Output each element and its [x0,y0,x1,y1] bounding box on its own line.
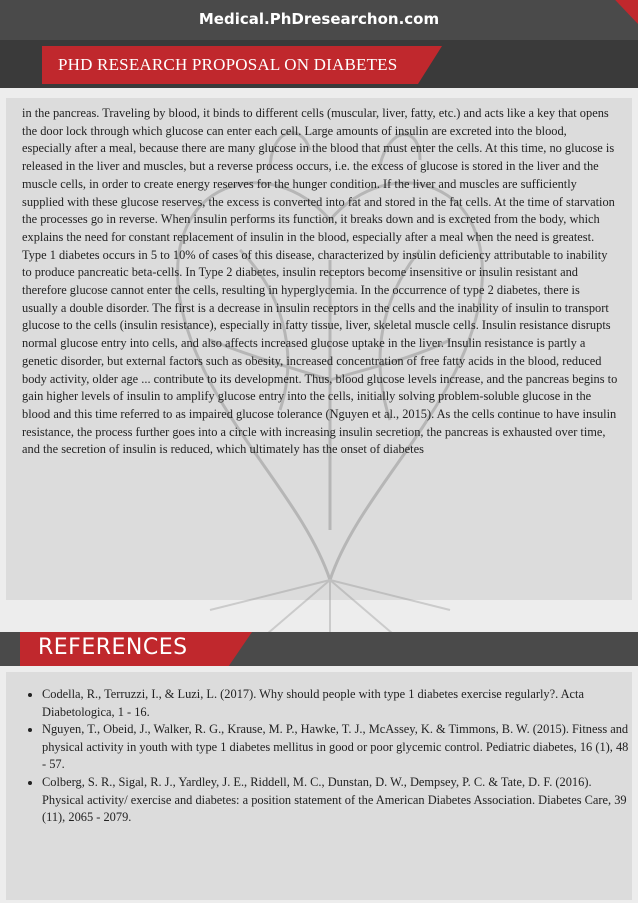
reference-item: • Colberg, S. R., Sigal, R. J., Yardley, J. E., Riddell, M. C., Dunstan, D. W., Dempsey, P. C. & Tate, D. F. (2016). Physical activity/ exercise and diabetes: a position statement of the American Diabetes Association. Diabetes Care, 39 (11), 2065 - 2079. [42,774,634,827]
reference-item: • Nguyen, T., Obeid, J., Walker, R. G., Krause, M. P., Hawke, T. J., McAssey, K. & Timmons, B. W. (2015). Fitness and physical activity in youth with type 1 diabetes mellitus in good or poor glycemic control. Pediatric diabetes, 16 (1), 48 - 57. [42,721,634,774]
references-heading: REFERENCES [38,635,188,660]
body-paragraph: in the pancreas. Traveling by blood, it binds to different cells (muscular, liver, fatty, etc.) and acts like a key that opens the door lock through which glucose can enter each cell. Large amounts of insulin are excreted into the blood, especially after a meal, because there are many glucose in the blood that must enter the cells. At this time, no glucose is released in the liver and muscles, but a reverse process occurs, i.e. the excess of glucose is stored in the liver and the muscle cells, in order to create energy reserves for the hunger condition. If the liver and muscles are sufficiently supplied with these glucose reserves, the excess is converted into fat and stored in the fat cells. At the time of starvation the processes go in reverse. When insulin performs its function, it breaks down and is excreted from the body, which explains the need for constant replacement of insulin in the blood, especially after a meal when the need is greatest. Type 1 diabetes occurs in 5 to 10% of cases of this disease, characterized by insulin deficiency attributable to inability to produce pancreatic beta-cells. In Type 2 diabetes, insulin receptors become insensitive or insulin resistant and therefore glucose cannot enter the cells, resulting in hyperglycemia. In the occurrence of type 2 diabetes, there is usually a double disorder. The first is a decrease in insulin receptors in the cells and the inability of insulin to transport glucose to the cells (insulin resistance), especially in fatty tissue, liver, skeletal muscle cells. Insulin resistance disrupts normal glucose entry into cells, and also affects increased glucose uptake in the liver. Insulin resistance is partly a genetic disorder, but external factors such as obesity, increased concentration of free fatty acids in the blood, reduced body activity, older age ... contribute to its development. Thus, blood glucose levels increase, and the pancreas begins to gain higher levels of insulin to amplify glucose entry into the cells, initially solving problem-soluble glucose in the blood and this time referred to as impaired glucose tolerance (Nguyen et al., 2015). As the cells continue to have insulin resistance, the process further goes into a circle with increasing insulin secretion, the pancreas is exhausted over time, and the secretion of insulin is reduced, which ultimately has the onset of diabetes [22,106,618,457]
site-url: Medical.PhDresearchon.com [198,10,440,28]
page-title: PHD RESEARCH PROPOSAL ON DIABETES [58,55,398,74]
references-list [26,686,634,827]
reference-item: • Codella, R., Terruzzi, I., & Luzi, L. (2017). Why should people with type 1 diabetes exercise regularly?. Acta Diabetologica, 1 - 16. [42,686,634,721]
